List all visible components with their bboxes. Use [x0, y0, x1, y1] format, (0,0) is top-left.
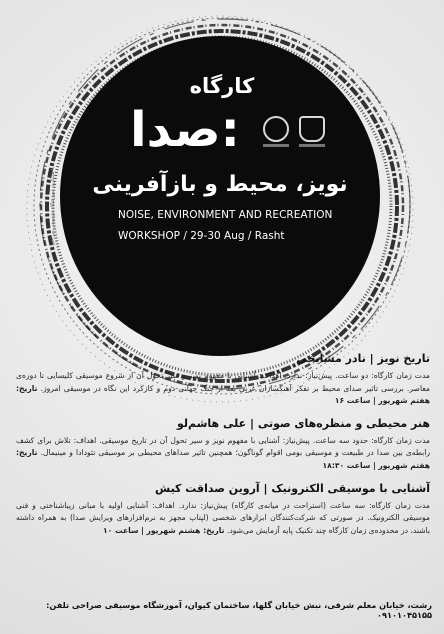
english-title: NOISE, ENVIRONMENT AND RECREATION: [118, 209, 333, 221]
section-meta: تاریخ: هفتم شهریور | ساعت ۱۸:۳۰: [16, 448, 430, 470]
section-electronic-music: [16, 482, 430, 538]
sponsor-logos: [262, 116, 326, 147]
section-noise-history: [16, 352, 430, 408]
vertical-credit: با همکاری آموزشگاه موسیقی صراحی: [50, 167, 56, 246]
workshop-sections: [16, 352, 430, 546]
address-footer: رشت، خیابان معلم شرقی، نبش خیابان گلها، ساختمان کیوان، آموزشگاه موسیقی صراحی تلفن: ۰۹۱۰۱۰۴۵۱۵۵: [46, 600, 432, 620]
subtitle: نویز، محیط و بازآفرینی: [92, 172, 348, 197]
english-details: WORKSHOP / 29-30 Aug / Rasht: [118, 230, 285, 242]
title-small: کارگاه: [189, 74, 255, 98]
section-body: مدت زمان کارگاه: حدود سه ساعت. پیش‌نیاز: آشنایی با مفهوم نویز و سیر تحول آن در تاریخ موسیقی. اهداف: تلاش برای کشف رابطه‌ی بین صدا در طبیعت و موسیقی بومی اقوام گوناگون؛ همچنین تاثیر صداهای محیطی بر موسیقی تئودادا و مینیمال. تاریخ: هفتم شهریور | ساعت ۱۸:۳۰: [16, 435, 430, 470]
logo-emblem: [262, 116, 290, 147]
section-environmental-art: [16, 417, 430, 473]
section-title: هنر محیطی و منظره‌های صوتی | علی هاشم‌لو: [176, 416, 430, 430]
section-body: مدت زمان کارگاه: سه ساعت (استراحت در میانه‌ی کارگاه) پیش‌نیاز: ندارد. اهداف: آشنایی اولیه با مبانی زیباشناختی و فنی موسیقی الکترونیک. در صورتی که شرکت‌کنندگان ابزارهای شخصی (لپتاپ مجهز به نرم‌افزارهای ویرایش صدا) به همراه داشته باشند، در محدوده‌ی زمان کارگاه چند تکنیک پایه آزمایش می‌شود. تاریخ: هشتم شهریور | ساعت ۱۰: [16, 500, 430, 535]
section-meta: تاریخ: هفتم شهریور | ساعت ۱۶: [16, 383, 430, 406]
section-title: تاریخ نویز | نادر مشایخی: [296, 352, 430, 365]
logo-ministry: [298, 116, 326, 147]
section-title: آشنایی با موسیقی الکترونیک | آروین صداقت کیش: [155, 481, 430, 495]
section-meta: تاریخ: هشتم شهریور | ساعت ۱۰: [103, 525, 225, 535]
section-body: مدت زمان کارگاه: دو ساعت. پیش‌نیاز: ندارد. اهداف: آشنایی با مفهوم نویز و سیر تحول آن از شروع موسیقی کلیسایی تا دوره‌ی معاصر. بررسی تاثیر صدای محیط بر تفکر آهنگسازان غربی بعد از جنگ جهانی دوم و کارکرد این نگاه در موسیقی امروز. تاریخ: هفتم شهریور | ساعت ۱۶: [16, 371, 430, 406]
title-big: صدا:: [130, 102, 240, 158]
